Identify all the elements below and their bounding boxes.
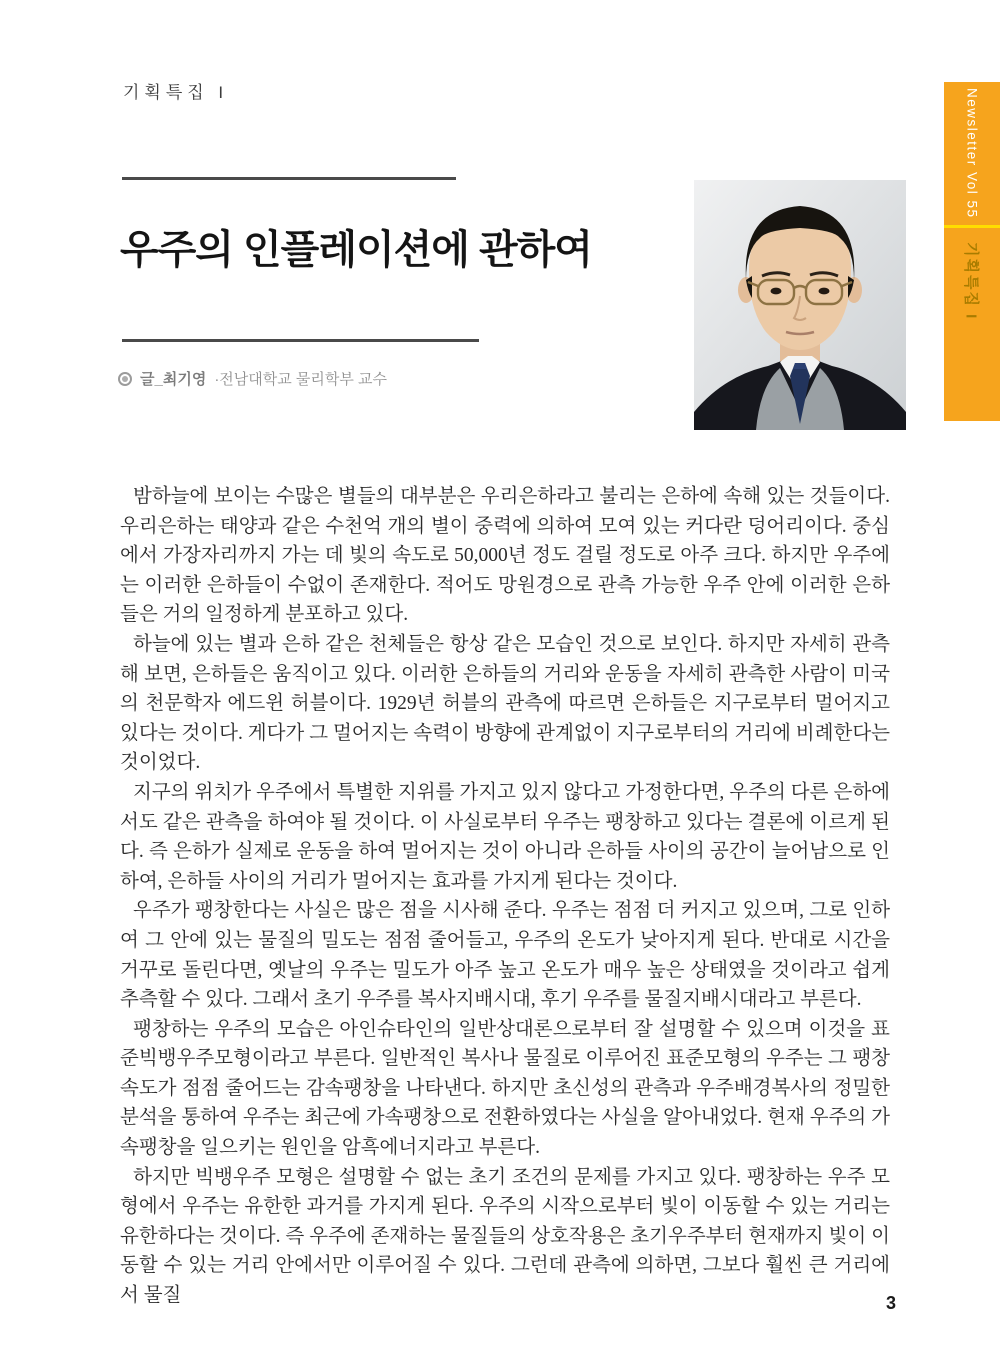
byline-author: 글_최기영 <box>140 371 207 388</box>
page-number: 3 <box>886 1293 897 1313</box>
side-tab-newsletter <box>944 82 1000 225</box>
title-rule-top <box>122 177 456 180</box>
title-rule-bottom <box>122 339 479 342</box>
side-tab-section-label: 기획특집 I <box>962 242 980 321</box>
author-portrait-photo <box>694 180 906 430</box>
section-label: 기획특집 I <box>123 83 229 102</box>
byline <box>118 368 387 389</box>
article-paragraph: 팽창하는 우주의 모습은 아인슈타인의 일반상대론으로부터 잘 설명할 수 있으며 이것을 표준빅뱅우주모형이라고 부른다. 일반적인 복사나 물질로 이루어진 표준모형의 우주는 그 팽창속도가 점점 줄어드는 감속팽창을 나타낸다. 하지만 초신성의 관측과 우주배경복사의 정밀한 분석을 통하여 우주는 최근에 가속팽창으로 전환하였다는 사실을 알아내었다. 현재 우주의 가속팽창을 일으키는 원인을 암흑에너지라고 부른다. <box>120 1018 890 1159</box>
article-paragraph: 하지만 빅뱅우주 모형은 설명할 수 없는 초기 조건의 문제를 가지고 있다. 팽창하는 우주 모형에서 우주는 유한한 과거를 가지게 된다. 우주의 시작으로부터 빛이 이동할 수 있는 거리는 유한하다는 것이다. 즉 우주에 존재하는 물질들의 상호작용은 초기우주부터 현재까지 빛이 이동할 수 있는 거리 안에서만 이루어질 수 있다. 그런데 관측에 의하면, 그보다 훨씬 큰 거리에서 물질 <box>120 1166 890 1307</box>
article-paragraph: 하늘에 있는 별과 은하 같은 천체들은 항상 같은 모습인 것으로 보인다. 하지만 자세히 관측해 보면, 은하들은 움직이고 있다. 이러한 은하들의 거리와 운동을 자세히 관측한 사람이 미국의 천문학자 에드윈 허블이다. 1929년 허블의 관측에 따르면 은하들은 지구로부터 멀어지고 있다는 것이다. 게다가 그 멀어지는 속력이 방향에 관계없이 지구로부터의 거리에 비례한다는 것이었다. <box>120 633 890 774</box>
author-portrait-illustration <box>694 180 906 430</box>
article-paragraph: 밤하늘에 보이는 수많은 별들의 대부분은 우리은하라고 불리는 은하에 속해 있는 것들이다. 우리은하는 태양과 같은 수천억 개의 별이 중력에 의하여 모여 있는 커다란 덩어리이다. 중심에서 가장자리까지 가는 데 빛의 속도로 50,000년 정도 걸릴 정도로 아주 크다. 하지만 우주에는 이러한 은하들이 수없이 존재한다. 적어도 망원경으로 관측 가능한 우주 안에 이러한 은하들은 거의 일정하게 분포하고 있다. <box>120 486 890 626</box>
side-tab-section <box>944 228 1000 421</box>
byline-ring-icon <box>118 372 132 386</box>
article-paragraph: 지구의 위치가 우주에서 특별한 지위를 가지고 있지 않다고 가정한다면, 우주의 다른 은하에서도 같은 관측을 하여야 될 것이다. 이 사실로부터 우주는 팽창하고 있다는 결론에 이르게 된다. 즉 은하가 실제로 운동을 하여 멀어지는 것이 아니라 은하들 사이의 공간이 늘어남으로 인하여, 은하들 사이의 거리가 멀어지는 효과를 가지게 된다는 것이다. <box>120 781 890 892</box>
article-paragraph: 우주가 팽창한다는 사실은 많은 점을 시사해 준다. 우주는 점점 더 커지고 있으며, 그로 인하여 그 안에 있는 물질의 밀도는 점점 줄어들고, 우주의 온도가 낮아지게 된다. 반대로 시간을 거꾸로 돌린다면, 옛날의 우주는 밀도가 아주 높고 온도가 매우 높은 상태였을 것이라고 쉽게 추측할 수 있다. 그래서 초기 우주를 복사지배시대, 후기 우주를 물질지배시대라고 부른다. <box>120 900 890 1011</box>
side-tab <box>944 82 1000 421</box>
article-body <box>120 482 890 1311</box>
side-tab-newsletter-label: Newsletter Vol 55 <box>964 88 980 219</box>
article-title: 우주의 인플레이션에 관하여 <box>120 228 592 272</box>
byline-affiliation: ·전남대학교 물리학부 교수 <box>214 371 388 388</box>
